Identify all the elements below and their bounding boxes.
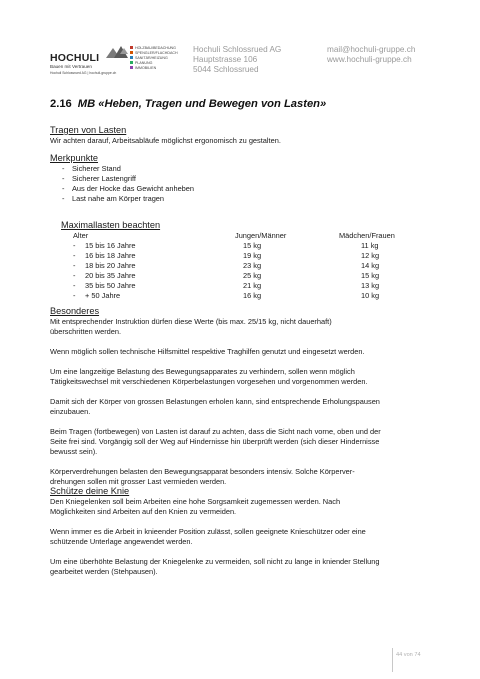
paragraph [50, 397, 440, 417]
cell-male: 15 kg [243, 241, 262, 250]
paragraph [50, 557, 440, 577]
text-line: gearbeitet werden (Stehpausen). [50, 567, 158, 576]
division-color-square [130, 61, 133, 64]
logo-division-item [130, 45, 178, 50]
division-label: HOLZBAU/BEDACHUNG [135, 45, 176, 50]
footer-divider [392, 648, 393, 672]
text-line: Tätigkeitswechsel mit verschiedenen Körperbelastungen vorgesehen und vorgenommen werden. [50, 377, 368, 386]
cell-age [61, 271, 235, 281]
roof-icon [106, 44, 130, 58]
page-number: 44 von 74 [396, 652, 421, 658]
section-title [50, 98, 326, 110]
text-line: Mit entsprechender Instruktion dürfen diese Werte (bis max. 25/15 kg, nicht dauerhaft) [50, 317, 332, 326]
table-row [61, 251, 441, 261]
paragraph [50, 427, 440, 457]
table-row [61, 281, 441, 291]
text-line: Um eine überhöhte Belastung der Kniegelenke zu vermeiden, soll nicht zu lange in kniender Stellung [50, 557, 380, 566]
col-header-age: Alter [73, 231, 89, 240]
text-line: Wenn möglich sollen technische Hilfsmittel respektive Traghilfen genutzt und eingesetzt werden. [50, 347, 365, 356]
logo-division-list [130, 45, 178, 70]
text-line: Beim Tragen (fortbewegen) von Lasten ist darauf zu achten, dass die Sicht nach vorne, oben und der [50, 427, 381, 436]
text-tragen: Wir achten darauf, Arbeitsabläufe möglichst ergonomisch zu gestalten. [50, 136, 281, 145]
division-color-square [130, 66, 133, 69]
table-row [61, 241, 441, 251]
bullet-dash: - [73, 261, 76, 270]
logo-subline: Hochuli Schlossrued AG | hochuli-gruppe.ch [50, 71, 117, 75]
list-item: - Last nahe am Körper tragen [50, 194, 440, 204]
cell-female: 10 kg [361, 291, 380, 300]
cell-female: 14 kg [361, 261, 380, 270]
bullet-dash: - [73, 251, 76, 260]
logo-division-item [130, 65, 178, 70]
age-label: 18 bis 20 Jahre [85, 261, 136, 270]
cell-age [61, 251, 235, 261]
age-label: 35 bis 50 Jahre [85, 281, 136, 290]
paragraph [50, 317, 440, 337]
company-address [193, 45, 281, 75]
company-street: Hauptstrasse 106 [193, 55, 258, 64]
cell-male: 21 kg [243, 281, 262, 290]
cell-male: 25 kg [243, 271, 262, 280]
bullet-dash: - [73, 241, 76, 250]
cell-female: 15 kg [361, 271, 380, 280]
company-logo [50, 44, 180, 78]
age-label: + 50 Jahre [85, 291, 121, 300]
section-merkpunkte [50, 153, 440, 204]
text-line: Den Kniegelenken soll beim Arbeiten eine hohe Sorgsamkeit zugemessen werden. Nach [50, 497, 341, 506]
cell-male: 16 kg [243, 291, 262, 300]
logo-division-item [130, 50, 178, 55]
cell-age [61, 261, 235, 271]
paragraph [50, 467, 440, 487]
section-knie [50, 486, 440, 587]
text-line: Möglichkeiten sind Arbeiten auf den Knien zu vermeiden. [50, 507, 237, 516]
company-email[interactable]: mail@hochuli-gruppe.ch [327, 45, 416, 54]
text-line: bewusst sein). [50, 447, 98, 456]
age-label: 16 bis 18 Jahre [85, 251, 136, 260]
text-line: einzubauen. [50, 407, 91, 416]
division-color-square [130, 56, 133, 59]
list-item: - Sicherer Stand [50, 164, 440, 174]
division-label: PLANUNG [135, 60, 153, 65]
heading-besonderes: Besonderes [50, 306, 100, 316]
section-number: 2.16 [50, 98, 72, 110]
table-row [61, 271, 441, 281]
company-city: 5044 Schlossrued [193, 65, 259, 74]
table-row [61, 261, 441, 271]
heading-maximallasten: Maximallasten beachten [61, 220, 161, 230]
cell-age [61, 241, 235, 251]
section-besonderes [50, 306, 440, 497]
table-header-row [61, 231, 441, 241]
text-line: überschritten werden. [50, 327, 122, 336]
section-title-text: MB «Heben, Tragen und Bewegen von Lasten» [77, 98, 327, 110]
division-color-square [130, 46, 133, 49]
heading-tragen: Tragen von Lasten [50, 125, 127, 135]
text-line: Damit sich der Körper von grossen Belastungen erholen kann, sind entsprechende Erholungspausen [50, 397, 380, 406]
cell-male: 23 kg [243, 261, 262, 270]
division-label: SANITÄR/HEIZUNG [135, 55, 168, 60]
text-line: drehungen sollen mit grosser Last vermieden werden. [50, 477, 227, 486]
paragraph [50, 347, 440, 357]
list-item: - Sicherer Lastengriff [50, 174, 440, 184]
merkpunkte-list [50, 164, 440, 204]
logo-wordmark: HOCHULI [50, 52, 100, 64]
cell-male: 19 kg [243, 251, 262, 260]
cell-age [61, 291, 235, 301]
age-label: 20 bis 35 Jahre [85, 271, 136, 280]
division-label: IMMOBILIEN [135, 65, 157, 70]
text-line: Seite frei sind. Vorgängig soll der Weg auf Hindernisse hin überprüft werden (sich dieser Hindernisse [50, 437, 380, 446]
cell-female: 11 kg [361, 241, 379, 250]
heading-merkpunkte: Merkpunkte [50, 153, 99, 163]
text-line: schützende Unterlage angewendet werden. [50, 537, 193, 546]
company-web[interactable]: www.hochuli-gruppe.ch [327, 55, 412, 64]
cell-age [61, 281, 235, 291]
col-header-female: Mädchen/Frauen [339, 231, 395, 240]
max-load-table [61, 231, 441, 301]
table-row [61, 291, 441, 301]
bullet-dash: - [73, 291, 76, 300]
section-maximallasten [61, 220, 441, 301]
logo-tagline: Bauen mit Vertrauen [50, 64, 92, 69]
division-color-square [130, 51, 133, 54]
bullet-dash: - [73, 281, 76, 290]
paragraph [50, 367, 440, 387]
section-tragen [50, 125, 440, 146]
company-name: Hochuli Schlossrued AG [193, 45, 282, 54]
bullet-dash: - [73, 271, 76, 280]
list-item: - Aus der Hocke das Gewicht anheben [50, 184, 440, 194]
heading-knie: Schütze deine Knie [50, 486, 130, 496]
col-header-male: Jungen/Männer [235, 231, 287, 240]
paragraph [50, 497, 440, 517]
cell-female: 13 kg [361, 281, 380, 290]
cell-female: 12 kg [361, 251, 380, 260]
text-line: Wenn immer es die Arbeit in knieender Position zulässt, sollen geeignete Knieschützer oder eine [50, 527, 366, 536]
paragraph [50, 527, 440, 547]
company-contact [327, 45, 415, 65]
text-line: Körperverdrehungen belasten den Bewegungsapparat besonders intensiv. Solche Körperver- [50, 467, 355, 476]
division-label: SPENGLER/FLACHDACH [135, 50, 178, 55]
text-line: Um eine langzeitige Belastung des Bewegungsapparates zu verhindern, sollen wenn möglich [50, 367, 355, 376]
age-label: 15 bis 16 Jahre [85, 241, 136, 250]
